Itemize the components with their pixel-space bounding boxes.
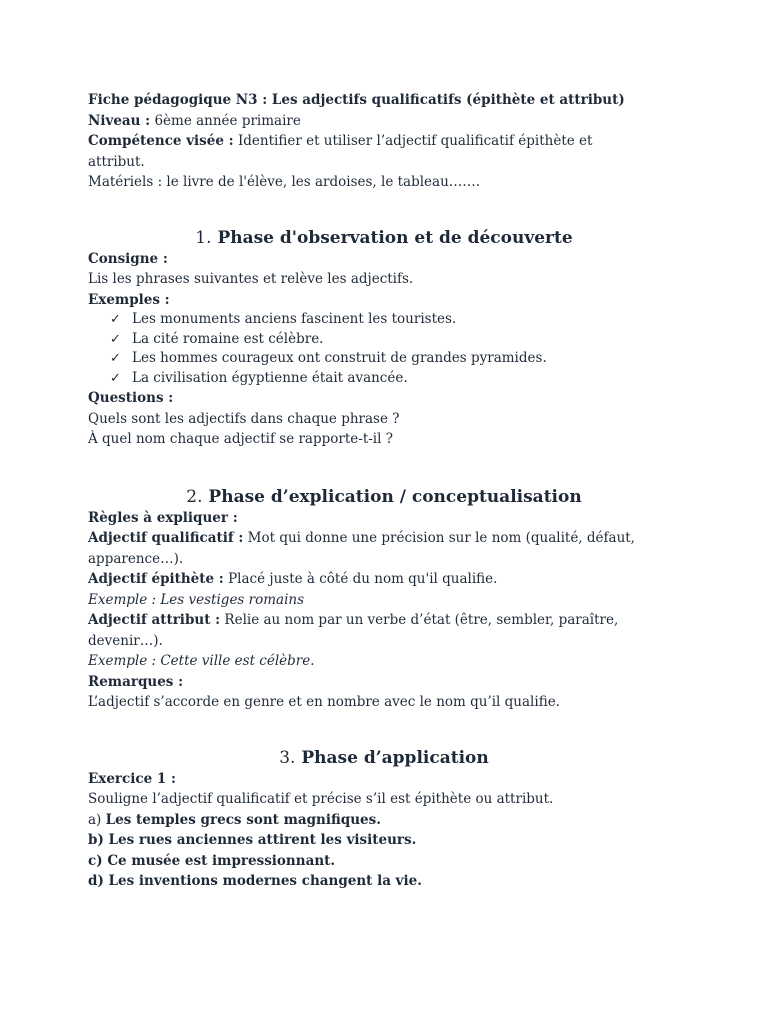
list-item [110,330,680,350]
check-mark-icon: ✓ [110,370,121,386]
epithete-text: Placé juste à côté du nom qu'il qualifie. [223,571,498,587]
check-mark-icon: ✓ [110,351,121,366]
attribut-text: Relie au nom par un verbe d’état (être, sembler, paraître, [220,612,619,628]
niveau-line [88,111,680,132]
exemples-label: Exemples : [88,291,170,308]
exercise-item-prefix: c) [88,852,108,869]
attribut-example: Exemple : Cette ville est célèbre. [88,653,315,669]
check-mark-icon: ✓ [110,331,121,347]
qualificatif-line [88,528,680,549]
epithete-example: Exemple : Les vestiges romains [88,591,305,608]
section2-title: Phase d’explication / conceptualisation [208,486,582,507]
list-item [110,349,680,369]
question-1: Quels sont les adjectifs dans chaque phrase ? [88,410,400,427]
niveau-value: 6ème année primaire [150,112,301,129]
section3-number: 3. [279,747,296,768]
exercise-item-prefix: a) [88,811,106,828]
exercise-item-text: Les inventions modernes changent la vie. [108,873,422,889]
qualificatif-label: Adjectif qualificatif : [88,530,244,546]
example-text: Les monuments anciens fascinent les touristes. [132,311,457,327]
attribut-line-cont: devenir…). [88,632,163,649]
competence-label: Compétence visée : [88,133,234,149]
remarques-label: Remarques : [88,673,184,690]
attribut-line [88,610,680,631]
exercise-item-text: Ce musée est impressionnant. [107,852,336,869]
consigne-label: Consigne : [88,250,168,267]
list-item [110,369,680,389]
exercise-item [88,810,680,831]
example-text: Les hommes courageux ont construit de grandes pyramides. [132,350,547,366]
materiels-line: Matériels : le livre de l'élève, les ardoises, le tableau……. [88,174,481,190]
competence-line [88,131,680,152]
exercise-item-text: Les rues anciennes attirent les visiteurs. [108,832,417,848]
attribut-label: Adjectif attribut : [88,612,221,628]
section2-number: 2. [186,486,203,507]
regles-label: Règles à expliquer : [88,509,238,526]
list-item [110,310,680,330]
section3-title: Phase d’application [301,747,489,768]
consigne-text: Lis les phrases suivantes et relève les adjectifs. [88,271,414,287]
example-text: La cité romaine est célèbre. [132,330,324,347]
section1-heading [88,227,680,249]
section1-number: 1. [195,227,212,248]
remarques-text: L’adjectif s’accorde en genre et en nombre avec le nom qu’il qualifie. [88,694,560,710]
qualificatif-line-cont: apparence…). [88,550,184,567]
exercise-item [88,830,680,851]
qualificatif-text: Mot qui donne une précision sur le nom (qualité, défaut, [243,530,635,546]
section1-title: Phase d'observation et de découverte [217,227,573,248]
exercise-item [88,851,680,872]
exercice-label: Exercice 1 : [88,770,176,787]
epithete-line [88,569,680,590]
exercise-item-prefix: b) [88,832,109,848]
document-title: Fiche pédagogique N3 : Les adjectifs qualificatifs (épithète et attribut) [88,92,625,108]
niveau-label: Niveau : [88,112,151,129]
questions-label: Questions : [88,390,174,406]
exercise-item-text: Les temples grecs sont magnifiques. [105,811,381,828]
exercise-item [88,871,680,892]
exercice-text: Souligne l’adjectif qualificatif et précise s’il est épithète ou attribut. [88,791,554,807]
exercise-item-prefix: d) [88,873,109,889]
section3-heading [88,747,680,769]
section2-heading [88,486,680,508]
epithete-label: Adjectif épithète : [88,571,224,587]
competence-value: Identifier et utiliser l’adjectif qualificatif épithète et [233,133,593,149]
example-text: La civilisation égyptienne était avancée. [132,369,408,386]
competence-line-cont: attribut. [88,153,145,170]
check-mark-icon: ✓ [110,312,121,327]
question-2: À quel nom chaque adjectif se rapporte-t-il ? [88,431,393,447]
examples-list [88,310,680,388]
